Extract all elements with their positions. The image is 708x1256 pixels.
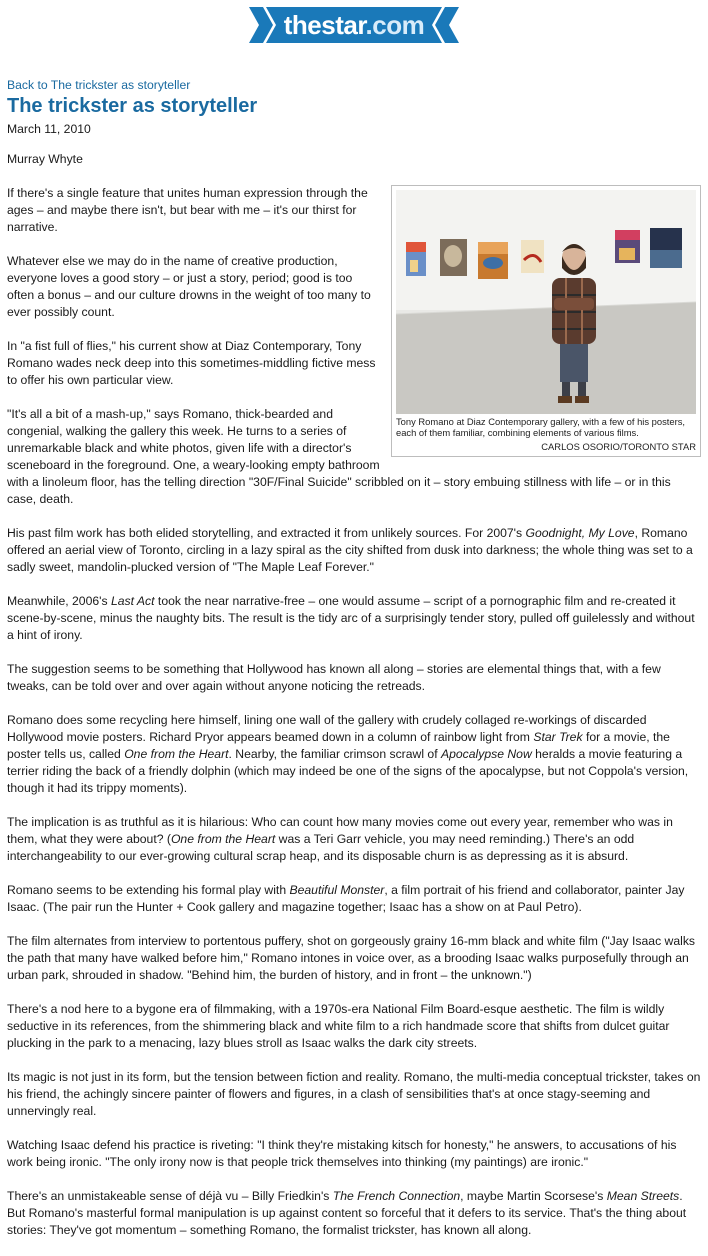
film-title: Beautiful Monster [289,883,385,897]
article-date: March 11, 2010 [7,122,91,136]
article-title: The trickster as storyteller [7,95,258,117]
paragraph-7: The suggestion seems to be something that Hollywood has known all along – stories are elemental things that, with a few tweaks, can be told over and over again without anyone noticing the retreads. [7,662,661,693]
paragraph-15: There's an unmistakeable sense of déjà vu – Billy Friedkin's The French Connection, maybe Martin Scorsese's Mean Streets. But Romano's masterful formal manipulation is up against content so forceful that it defers to its service. That's the thing about stories: They've got momentum – something Romano, the formalist trickster, has known all along. [7,1189,687,1237]
paragraph-12: There's a nod here to a bygone era of filmmaking, with a 1970s-era National Film Board-esque aesthetic. The film is wildly seductive in its references, from the shimmering black and white film to a rich handmade score that shifts from dulcet guitar plucking in the park to a menacing, lazy blues stroll as Isaac walks the dark city streets. [7,1002,670,1050]
paragraph-6: Meanwhile, 2006's Last Act took the near narrative-free – one would assume – script of a pornographic film and re-created it scene-by-scene, minus the naughty bits. The result is the tidy arc of a surprisingly tender story, pulled off guilelessly and without a hint of irony. [7,594,695,642]
gallery-photo [396,190,696,414]
paragraph-14: Watching Isaac defend his practice is riveting: "I think they're mistaking kitsch for honesty," he answers, to accusations of his work being ironic. "The only irony now is that people trick themselves into thinking (my paintings) are ironic." [7,1138,677,1169]
paragraph-1: If there's a single feature that unites human expression through the ages – and maybe there isn't, but bear with me – it's our thirst for narrative. [7,186,368,234]
film-title: Apocalypse Now [440,747,532,761]
film-title: Goodnight, My Love [525,526,635,540]
logo-text: thestar.com [283,10,425,40]
photo-credit: CARLOS OSORIO/TORONTO STAR [541,441,696,452]
film-title: One from the Heart [124,747,229,761]
film-title: Star Trek [533,730,583,744]
site-logo[interactable] [249,7,459,43]
paragraph-4: "It's all a bit of a mash-up," says Romano, thick-bearded and congenial, walking the gallery this week. He turns to a series of unremarkable black and white photos, given life with a director's sceneboard in the foreground. One, a weary-looking empty bathroom with a linoleum floor, has the telling direction "30F/Final Suicide" scribbled on it – story embuing stillness with life – or in this case, death. [7,407,671,506]
paragraph-2: Whatever else we may do in the name of creative production, everyone loves a good story – or just a story, period; good is too often a bonus – and our culture drowns in the weight of too many to ever possibly count. [7,254,371,319]
film-title: Mean Streets [606,1189,680,1203]
article-photo-figure [391,185,701,457]
film-title: One from the Heart [170,832,276,846]
photo-caption: Tony Romano at Diaz Contemporary gallery, with a few of his posters, each of them familiar, combining elements of various films. [396,416,686,438]
paragraph-11: The film alternates from interview to portentous puffery, shot on gorgeously grainy 16-mm black and white film ("Jay Isaac walks the path that many have walked before him," Romano intones in voice over, as a brooding Isaac walks purposefully through an urban park, shrouded in shadow. "Behind him, the burden of history, and in front – the unknown.") [7,934,696,982]
back-link[interactable]: Back to The trickster as storyteller [7,78,191,92]
paragraph-3: In "a fist full of flies," his current show at Diaz Contemporary, Tony Romano wades neck deep into this sometimes-middling fictive mess to offer his own particular view. [7,339,376,387]
masthead [0,0,708,72]
film-title: The French Connection [332,1189,461,1203]
paragraph-10: Romano seems to be extending his formal play with Beautiful Monster, a film portrait of his friend and collaborator, painter Jay Isaac. (The pair run the Hunter + Cook gallery and magazine together; Isaac has a show on at Paul Petro). [7,883,685,914]
film-title: Last Act [110,594,155,608]
article-body [7,185,701,1239]
paragraph-9: The implication is as truthful as it is hilarious: Who can count how many movies come out every year, remember who was in them, what they were about? (One from the Heart was a Teri Garr vehicle, you may need reminding.) There's an odd interchangeability to our ever-growing cultural scrap heap, and its disposable churn is as depressing as it is absurd. [7,815,673,863]
paragraph-13: Its magic is not just in its form, but the tension between fiction and reality. Romano, the multi-media conceptual trickster, takes on his friend, the achingly sincere painter of flowers and figures, in a clash of sensibilities that's at once stagy-seeming and unnervingly real. [7,1070,701,1118]
article-content [7,77,701,1256]
paragraph-5: His past film work has both elided storytelling, and extracted it from unlikely sources. For 2007's Goodnight, My Love, Romano offered an aerial view of Toronto, circling in a lazy spiral as the city shifted from dusk into darkness; the whole thing was set to a sadly sweet, mandolin-plucked version of "The Maple Leaf Forever." [7,526,693,574]
article-author: Murray Whyte [7,152,83,166]
paragraph-8: Romano does some recycling here himself, lining one wall of the gallery with crudely collaged re-workings of discarded Hollywood movie posters. Richard Pryor appears beamed down in a column of rainbow light from Star Trek for a movie, the poster tells us, called One from the Heart. Nearby, the familiar crimson scrawl of Apocalypse Now heralds a movie featuring a terrier riding the back of a friendly dolphin (which may indeed be one of the signs of the apocalypse, but not Coppola's version, though it had its trippy moments). [7,713,689,795]
